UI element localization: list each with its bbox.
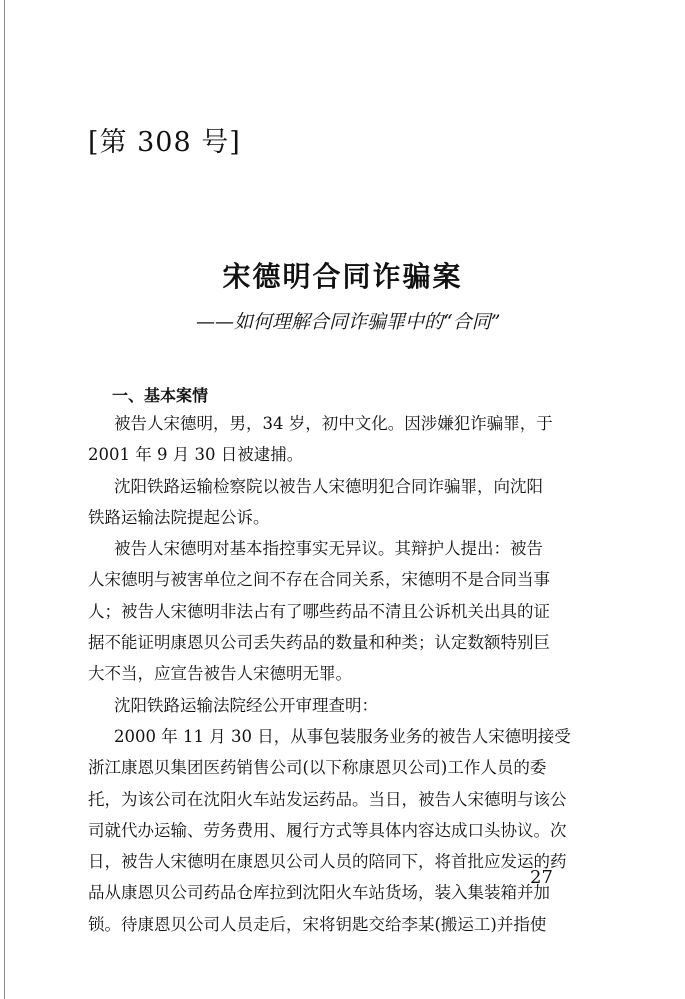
paragraph-line: 被告人宋德明对基本指控事实无异议。其辩护人提出：被告 [114, 539, 543, 559]
page-edge-rule [4, 0, 5, 999]
case-title: 宋德明合同诈骗案 [222, 260, 463, 293]
paragraph-line: 沈阳铁路运输检察院以被告人宋德明犯合同诈骗罪，向沈阳 [114, 476, 543, 496]
paragraph-line: 铁路运输法院提起公诉。 [88, 507, 270, 527]
paragraph-line: 浙江康恩贝集团医药销售公司(以下称康恩贝公司)工作人员的委 [88, 758, 547, 778]
case-number: [第 308 号] [88, 127, 241, 158]
paragraph-line: 托，为该公司在沈阳火车站发运药品。当日，被告人宋德明与该公 [88, 789, 567, 809]
paragraph-line: 沈阳铁路运输法院经公开审理查明： [114, 695, 378, 715]
paragraph-line: 2000 年 11 月 30 日，从事包装服务业务的被告人宋德明接受 [114, 726, 571, 746]
paragraph-line: 品从康恩贝公司药品仓库拉到沈阳火车站货场，装入集装箱并加 [88, 883, 550, 903]
page-number: 27 [530, 867, 553, 888]
body-text [88, 408, 594, 940]
case-subtitle: ——如何理解合同诈骗罪中的“合同” [196, 311, 501, 333]
paragraph-line: 2001 年 9 月 30 日被逮捕。 [88, 445, 304, 465]
paragraph-line: 大不当，应宣告被告人宋德明无罪。 [88, 664, 352, 684]
paragraph-line: 司就代办运输、劳务费用、履行方式等具体内容达成口头协议。次 [88, 820, 567, 840]
paragraph-line: 人宋德明与被害单位之间不存在合同关系，宋德明不是合同当事 [88, 570, 550, 590]
paragraph-line: 据不能证明康恩贝公司丢失药品的数量和种类；认定数额特别巨 [88, 633, 550, 653]
paragraph-line: 人；被告人宋德明非法占有了哪些药品不清且公诉机关出具的证 [88, 601, 550, 621]
paragraph-line: 锁。待康恩贝公司人员走后，宋将钥匙交给李某(搬运工)并指使 [88, 914, 547, 934]
paragraph-line: 被告人宋德明，男，34 岁，初中文化。因涉嫌犯诈骗罪，于 [114, 414, 553, 433]
section-heading: 一、基本案情 [112, 386, 209, 405]
paragraph-line: 日，被告人宋德明在康恩贝公司人员的陪同下，将首批应发运的药 [88, 852, 567, 872]
